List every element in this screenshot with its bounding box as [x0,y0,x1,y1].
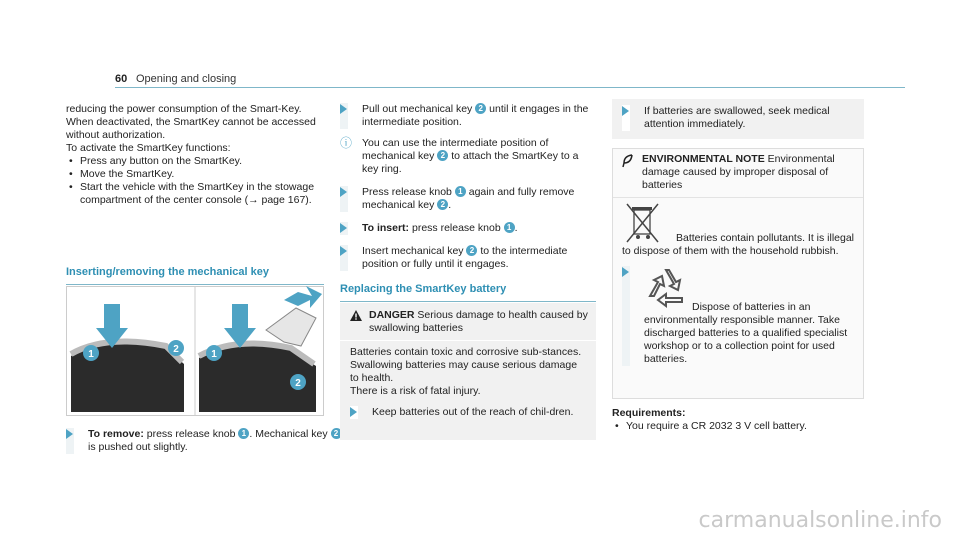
danger-body [340,341,596,419]
step-arrow-icon [622,106,629,116]
danger-text: There is a risk of fatal injury. [350,385,481,397]
callout-1: 1 [455,186,466,197]
intro-text: reducing the power consumption of the Smart-Key. When deactivated, the SmartKey cannot be accessed without authorization. [66,103,316,141]
step-label: To remove: [88,428,144,440]
info-text: You can use the intermediate position of mechanical key [362,137,549,162]
header-divider [115,87,905,88]
info-text: to attach the SmartKey to a key ring. [362,150,579,175]
step-insert [340,222,596,235]
step-pull-out [340,103,596,129]
callout-2: 2 [331,428,342,439]
page-number: 60 [115,73,128,85]
environment-heading: Environmental damage caused by improper disposal of batteries [642,153,835,191]
section-battery [340,283,596,302]
warning-icon [350,310,362,321]
column-1 [66,103,328,207]
environment-box [612,148,864,399]
callout-1: 1 [504,222,515,233]
step-text: is pushed out slightly. [88,441,188,453]
danger-box-continued [612,99,864,139]
column-2 [340,103,596,271]
list-item: • Start the vehicle with the SmartKey in the stowage compartment of the center console (→ page 167). [66,181,328,207]
danger-text: Batteries contain toxic and corrosive sub-stances. Swallowing batteries may cause serious damage to health. [350,346,582,384]
section-title: Inserting/removing the mechanical key [66,266,269,278]
environment-header [613,149,863,192]
danger-box [340,303,596,440]
section-title: Replacing the SmartKey battery [340,283,507,295]
info-icon: ⓘ [340,136,353,150]
step-label: To insert: [362,222,410,234]
danger-step [622,105,856,131]
environment-step [622,266,855,366]
svg-text:2: 2 [173,344,179,355]
key-illustration [66,286,324,416]
callout-2: 2 [437,199,448,210]
step-arrow-icon [340,223,347,233]
callout-2: 2 [437,150,448,161]
section-divider [340,301,596,302]
environment-text: Dispose of batteries in an environmentally responsible manner. Take discharged batteries to a qualified specialist workshop or to a collection point for used batteries. [644,301,848,365]
list-item: • Press any button on the SmartKey. [66,155,328,168]
requirements [612,407,864,433]
requirements-label: Requirements: [612,407,686,419]
step-text: press release knob [409,222,504,234]
step-remove-key [340,186,596,212]
step-text: Pull out mechanical key [362,103,476,115]
activate-label: To activate the SmartKey functions: [66,142,231,154]
danger-step [350,406,588,419]
step-arrow-icon [66,429,73,439]
environment-text: Batteries contain pollutants. It is illegal to dispose of them with the household rubbish. [622,232,855,257]
watermark: carmanualsonline.info [698,508,942,533]
step-text: to the intermediate position or fully until it engages. [362,245,568,270]
step-insert-key [340,245,596,271]
danger-heading: Serious damage to health caused by swallowing batteries [369,309,588,334]
danger-label: DANGER [369,309,415,321]
step-remove [66,428,346,454]
step-bar [622,266,630,366]
step-text: until it engages in the intermediate position. [362,103,589,128]
list-item: • Move the SmartKey. [66,168,328,181]
step-text: . [448,199,452,211]
svg-text:1: 1 [88,349,94,360]
step-text: Press release knob [362,186,455,198]
svg-text:1: 1 [211,349,217,360]
svg-text:2: 2 [295,378,301,389]
step-text: . [514,222,518,234]
list-item: • You require a CR 2032 3 V cell battery. [612,420,864,433]
step-text: If batteries are swallowed, seek medical attention immediately. [644,105,830,130]
step-text: again and fully remove mechanical key [362,186,575,211]
leaf-icon [622,154,634,168]
callout-1: 1 [238,428,249,439]
step-arrow-icon [340,246,347,256]
callout-2: 2 [466,245,477,256]
step-arrow-icon [350,407,357,417]
environment-label: ENVIRONMENTAL NOTE [642,153,765,165]
step-arrow-icon [340,187,347,197]
section-inserting [66,266,324,285]
callout-2: 2 [475,103,486,114]
step-arrow-icon [622,267,629,277]
step-arrow-icon [340,104,347,114]
step-text: . Mechanical key [249,428,331,440]
danger-header [340,303,596,335]
step-text: press release knob [143,428,239,440]
step-text: Insert mechanical key [362,245,467,257]
section-divider [66,284,324,285]
page-title: Opening and closing [136,73,237,85]
info-note [340,137,596,176]
environment-body [613,198,863,366]
step-text: Keep batteries out of the reach of chil-dren. [372,406,574,418]
